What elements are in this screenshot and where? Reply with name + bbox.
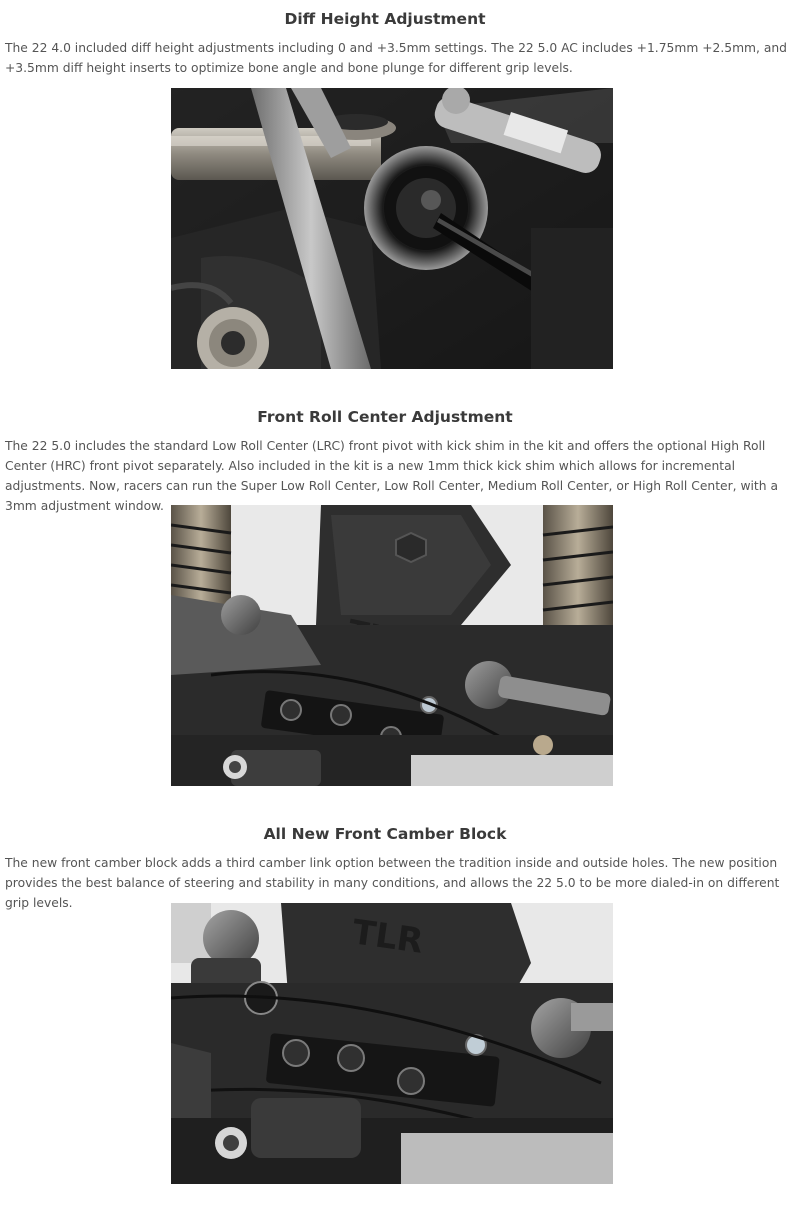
section-description: The 22 4.0 included diff height adjustments including 0 and +3.5mm settings. The 22 5.0 AC includes +1.75mm +2.5mm, and +3.5mm diff height inserts to optimize bone angle and bone plunge for different grip levels.: [5, 41, 787, 75]
section-title: Diff Height Adjustment: [284, 10, 486, 28]
diff-height-photo: [171, 88, 613, 369]
section-description: The 22 5.0 includes the standard Low Roll Center (LRC) front pivot with kick shim in the kit and offers the optional High Roll Center (HRC) front pivot separately. Also included in the kit is a new 1mm thick kick shim which allows for incremental adjustments. Now, racers can run the Super Low Roll Center, Low Roll Center, Medium Roll Center, or High Roll Center, with a 3mm adjustment window.: [5, 439, 778, 513]
section-title: Front Roll Center Adjustment: [257, 408, 513, 426]
section-description: The new front camber block adds a third camber link option between the tradition inside and outside holes. The new position provides the best balance of steering and stability in many conditions, and allows the 22 5.0 to be more dialed-in on different grip levels.: [5, 856, 780, 910]
front-roll-center-photo: [171, 505, 613, 786]
front-camber-block-photo: [171, 903, 613, 1184]
section-title: All New Front Camber Block: [263, 825, 507, 843]
svg-text:TLR: TLR: [349, 912, 426, 962]
